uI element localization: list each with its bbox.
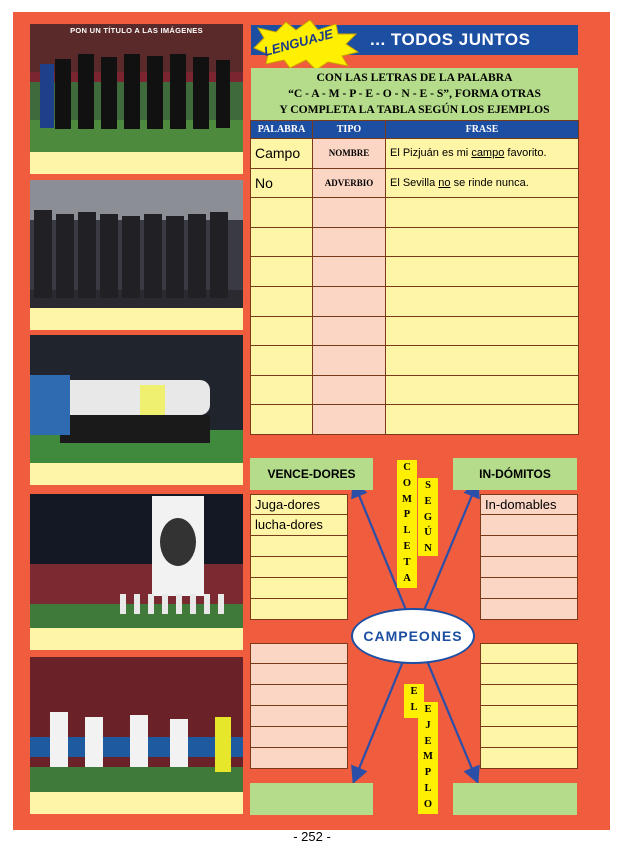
badge-label: LENGUAJE (262, 26, 335, 59)
left-top-list (250, 494, 348, 620)
word-cell: Campo (251, 139, 313, 169)
table-row-empty[interactable] (251, 257, 579, 287)
players-photo-5 (30, 657, 243, 792)
list-item-empty[interactable] (250, 536, 348, 557)
left-bottom-box[interactable] (250, 783, 373, 815)
sentence-input-cell[interactable] (386, 286, 579, 316)
list-item-empty[interactable] (480, 599, 578, 620)
sentence-text: favorito. (504, 147, 547, 160)
instructions-box (251, 68, 578, 120)
right-top-list (480, 494, 578, 620)
right-word-box: IN-DÓMITOS (453, 458, 577, 490)
vertical-label-ejemplo (418, 702, 438, 814)
list-item-empty[interactable] (250, 664, 348, 685)
vertical-letter: E (403, 540, 411, 552)
vertical-letter: N (424, 543, 432, 555)
instruction-line-3: Y COMPLETA LA TABLA SEGÚN LOS EJEMPLOS (279, 103, 550, 116)
table-row-empty[interactable] (251, 316, 579, 346)
list-item-empty[interactable] (250, 685, 348, 706)
list-item-empty[interactable] (250, 706, 348, 727)
col-header-tipo: TIPO (313, 121, 386, 139)
type-input-cell[interactable] (313, 227, 386, 257)
team-photo-2 (30, 180, 243, 308)
list-item: In-domables (480, 494, 578, 515)
sentence-input-cell[interactable] (386, 198, 579, 228)
list-item-empty[interactable] (250, 557, 348, 578)
type-cell: ADVERBIO (313, 168, 386, 198)
team-photo-1 (30, 24, 243, 152)
table-row-empty[interactable] (251, 227, 579, 257)
photo-caption: PON UN TÍTULO A LAS IMÁGENES (70, 26, 203, 35)
left-word-box: VENCE-DORES (250, 458, 373, 490)
type-input-cell[interactable] (313, 405, 386, 435)
word-input-cell[interactable] (251, 198, 313, 228)
list-item-empty[interactable] (480, 706, 578, 727)
team-photo-3 (30, 335, 243, 463)
page-number: - 252 - (293, 829, 331, 844)
vertical-letter: E (424, 735, 432, 747)
caption-box-5[interactable] (30, 792, 243, 814)
word-input-cell[interactable] (251, 405, 313, 435)
sentence-input-cell[interactable] (386, 316, 579, 346)
sentence-text: El Pizjuán es mi (390, 147, 472, 160)
table-row-empty[interactable] (251, 286, 579, 316)
vertical-letter: O (423, 798, 433, 810)
sentence-input-cell[interactable] (386, 257, 579, 287)
vertical-letter: L (403, 525, 411, 537)
word-input-cell[interactable] (251, 375, 313, 405)
sentence-input-cell[interactable] (386, 346, 579, 376)
type-input-cell[interactable] (313, 316, 386, 346)
vertical-letter: T (403, 556, 411, 568)
list-item-empty[interactable] (480, 557, 578, 578)
vertical-letter: M (402, 493, 412, 505)
list-item-empty[interactable] (480, 578, 578, 599)
list-item-empty[interactable] (250, 643, 348, 664)
vertical-letter: A (403, 572, 411, 584)
word-cell: No (251, 168, 313, 198)
type-cell: NOMBRE (313, 139, 386, 169)
sentence-text: se rinde nunca. (450, 176, 529, 189)
list-item-empty[interactable] (250, 748, 348, 769)
table-row-empty[interactable] (251, 346, 579, 376)
vertical-letter: L (424, 782, 432, 794)
page-title: ... TODOS JUNTOS (370, 30, 531, 49)
sentence-input-cell[interactable] (386, 227, 579, 257)
vertical-letter: M (423, 751, 433, 763)
stadium-photo-4 (30, 494, 243, 628)
vertical-label-segun (418, 478, 438, 556)
list-item-empty[interactable] (250, 578, 348, 599)
vertical-letter: C (403, 462, 411, 473)
sentence-cell (386, 168, 579, 198)
sentence-cell (386, 139, 579, 169)
sentence-input-cell[interactable] (386, 375, 579, 405)
caption-box-4[interactable] (30, 628, 243, 650)
sentence-input-cell[interactable] (386, 405, 579, 435)
right-bottom-list (480, 643, 578, 769)
instruction-line-1: CON LAS LETRAS DE LA PALABRA (316, 71, 513, 84)
list-item-empty[interactable] (480, 748, 578, 769)
table-row-empty[interactable] (251, 375, 579, 405)
table-row (251, 139, 579, 169)
word-input-cell[interactable] (251, 286, 313, 316)
col-header-frase: FRASE (386, 121, 579, 139)
col-header-palabra: PALABRA (251, 121, 313, 139)
vertical-letter: E (424, 704, 432, 715)
word-input-cell[interactable] (251, 227, 313, 257)
type-input-cell[interactable] (313, 346, 386, 376)
sentence-keyword: campo (471, 147, 505, 160)
vertical-letter: P (424, 767, 432, 779)
word-input-cell[interactable] (251, 257, 313, 287)
list-item-empty[interactable] (250, 599, 348, 620)
table-row (251, 168, 579, 198)
caption-box-2[interactable] (30, 308, 243, 330)
word-input-cell[interactable] (251, 316, 313, 346)
vertical-letter: S (425, 480, 431, 491)
list-item-empty[interactable] (250, 727, 348, 748)
type-input-cell[interactable] (313, 198, 386, 228)
word-input-cell[interactable] (251, 346, 313, 376)
list-item-empty[interactable] (480, 685, 578, 706)
sentence-keyword: no (438, 176, 451, 189)
vertical-letter: O (402, 477, 412, 489)
list-item-empty[interactable] (480, 515, 578, 536)
vertical-letter: Ú (424, 527, 432, 539)
vertical-letter: E (424, 495, 432, 507)
list-item: Juga-dores (250, 494, 348, 515)
vertical-letter: E (410, 686, 418, 697)
instruction-line-2: “C - A - M - P - E - O - N - E - S”, FORMA OTRAS (288, 87, 541, 100)
sentence-text: El Sevilla (390, 176, 439, 189)
right-bottom-box[interactable] (453, 783, 577, 815)
left-bottom-list (250, 643, 348, 769)
vertical-letter: P (403, 509, 411, 521)
list-item: lucha-dores (250, 515, 348, 536)
list-item-empty[interactable] (480, 536, 578, 557)
table-row-empty[interactable] (251, 405, 579, 435)
center-word-oval: CAMPEONES (351, 608, 475, 664)
list-item-empty[interactable] (480, 727, 578, 748)
list-item-empty[interactable] (480, 643, 578, 664)
vertical-letter: L (410, 701, 418, 713)
vertical-label-completa (397, 460, 417, 588)
list-item-empty[interactable] (480, 664, 578, 685)
vertical-letter: G (423, 511, 433, 523)
type-input-cell[interactable] (313, 375, 386, 405)
vertical-letter: J (425, 719, 431, 731)
caption-box-1[interactable] (30, 152, 243, 174)
table-row-empty[interactable] (251, 198, 579, 228)
caption-box-3[interactable] (30, 463, 243, 485)
words-table (250, 120, 579, 435)
type-input-cell[interactable] (313, 257, 386, 287)
type-input-cell[interactable] (313, 286, 386, 316)
